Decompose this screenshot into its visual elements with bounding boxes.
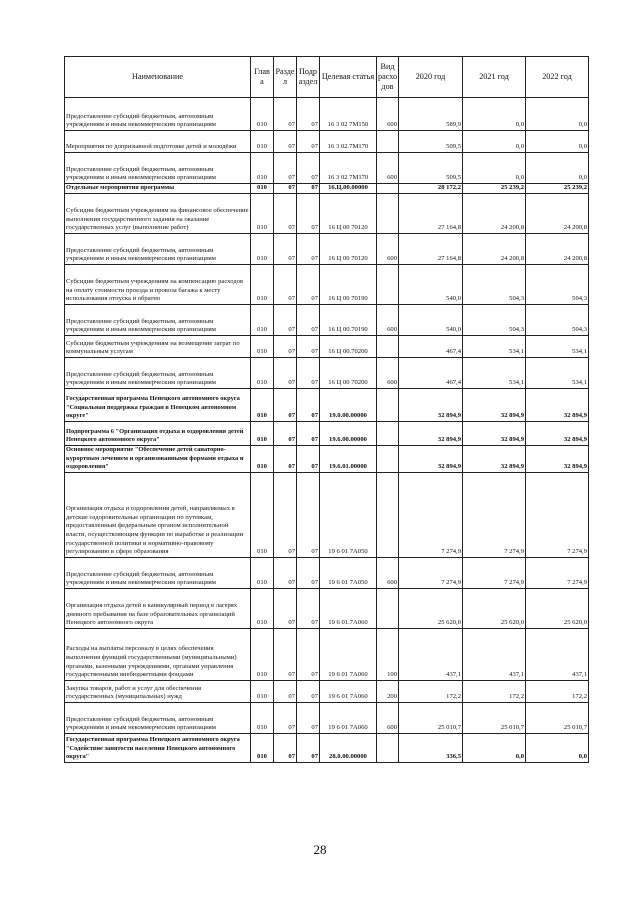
cell-razdel: 07 xyxy=(274,422,297,446)
cell-statya: 19 6 01 7А060 xyxy=(320,680,377,702)
cell-podrazdel: 07 xyxy=(297,557,320,588)
cell-2021: 25 010,7 xyxy=(463,702,526,733)
cell-podrazdel: 07 xyxy=(297,588,320,628)
table-row xyxy=(65,389,589,422)
cell-name: Предоставление субсидий бюджетным, автономным учреждениям и иным некоммерческим организациям xyxy=(65,557,251,588)
cell-name: Основное мероприятие "Обеспечение детей санаторно-курортным лечением и организованными формами отдыха и оздоровления" xyxy=(65,446,251,473)
table-row xyxy=(65,234,589,265)
cell-vid xyxy=(377,446,399,473)
cell-2022: 504,3 xyxy=(526,265,589,305)
table-row xyxy=(65,305,589,336)
cell-2021: 24 200,8 xyxy=(463,194,526,234)
cell-glava: 010 xyxy=(251,131,274,153)
cell-razdel: 07 xyxy=(274,557,297,588)
cell-name: Предоставление субсидий бюджетным, автономным учреждениям и иным некоммерческим организациям xyxy=(65,234,251,265)
cell-podrazdel: 07 xyxy=(297,265,320,305)
cell-statya: 19.6.00.00000 xyxy=(320,422,377,446)
cell-razdel: 07 xyxy=(274,153,297,184)
cell-2020: 7 274,9 xyxy=(399,557,463,588)
cell-vid xyxy=(377,194,399,234)
cell-razdel: 07 xyxy=(274,265,297,305)
cell-2020: 32 894,9 xyxy=(399,389,463,422)
cell-2020: 7 274,9 xyxy=(399,472,463,557)
cell-podrazdel: 07 xyxy=(297,358,320,389)
cell-2022: 25 620,0 xyxy=(526,588,589,628)
cell-name: Государственная программа Ненецкого автономного округа "Содействие занятости населения Ненецкого автономного округа" xyxy=(65,733,251,762)
cell-razdel: 07 xyxy=(274,733,297,762)
cell-2022: 534,1 xyxy=(526,336,589,358)
cell-2020: 540,0 xyxy=(399,265,463,305)
cell-razdel: 07 xyxy=(274,358,297,389)
cell-2022: 0,0 xyxy=(526,153,589,184)
cell-2022: 172,2 xyxy=(526,680,589,702)
table-row xyxy=(65,153,589,184)
cell-2022: 25 010,7 xyxy=(526,702,589,733)
cell-2021: 7 274,9 xyxy=(463,557,526,588)
cell-vid: 600 xyxy=(377,557,399,588)
cell-2020: 27 164,8 xyxy=(399,194,463,234)
cell-2021: 0,0 xyxy=(463,153,526,184)
cell-2020: 32 894,9 xyxy=(399,422,463,446)
cell-glava: 010 xyxy=(251,153,274,184)
cell-razdel: 07 xyxy=(274,588,297,628)
cell-2020: 589,9 xyxy=(399,98,463,131)
cell-statya: 16 Ц 00 70200 xyxy=(320,358,377,389)
cell-razdel: 07 xyxy=(274,472,297,557)
cell-2020: 32 894,9 xyxy=(399,446,463,473)
cell-2021: 437,1 xyxy=(463,628,526,680)
cell-vid xyxy=(377,184,399,194)
cell-vid xyxy=(377,472,399,557)
table-row xyxy=(65,422,589,446)
cell-name: Субсидии бюджетным учреждениям на финансовое обеспечение выполнения государственного задания на оказание государственных услуг (выполнение работ) xyxy=(65,194,251,234)
cell-glava: 010 xyxy=(251,389,274,422)
cell-2021: 32 894,9 xyxy=(463,422,526,446)
cell-razdel: 07 xyxy=(274,336,297,358)
cell-glava: 010 xyxy=(251,98,274,131)
cell-statya: 16 Ц 00 70120 xyxy=(320,234,377,265)
cell-2021: 32 894,9 xyxy=(463,446,526,473)
table-body xyxy=(65,98,589,763)
cell-2020: 509,5 xyxy=(399,153,463,184)
cell-2020: 509,5 xyxy=(399,131,463,153)
cell-glava: 010 xyxy=(251,588,274,628)
cell-glava: 010 xyxy=(251,680,274,702)
cell-2022: 24 200,8 xyxy=(526,234,589,265)
cell-podrazdel: 07 xyxy=(297,702,320,733)
cell-podrazdel: 07 xyxy=(297,628,320,680)
cell-2020: 28 172,2 xyxy=(399,184,463,194)
cell-statya: 19 6 01 7А060 xyxy=(320,628,377,680)
cell-2021: 504,3 xyxy=(463,265,526,305)
cell-2021: 25 620,0 xyxy=(463,588,526,628)
cell-statya: 19.6.01.00000 xyxy=(320,446,377,473)
cell-2020: 467,4 xyxy=(399,336,463,358)
cell-2021: 172,2 xyxy=(463,680,526,702)
table-row xyxy=(65,446,589,473)
cell-name: Субсидии бюджетным учреждениям на компенсацию расходов на оплату стоимости проезда и провоза багажа к месту использования отпуска и обратно xyxy=(65,265,251,305)
cell-2020: 27 164,8 xyxy=(399,234,463,265)
table-header-row xyxy=(65,57,589,98)
cell-statya: 16.Ц.00.00000 xyxy=(320,184,377,194)
cell-glava: 010 xyxy=(251,472,274,557)
cell-razdel: 07 xyxy=(274,702,297,733)
cell-razdel: 07 xyxy=(274,680,297,702)
cell-name: Организация отдыха и оздоровления детей, направляемых в детские оздоровительные организации по путевкам, предоставленным федеральным органом исполнительной власти, осуществляющим функции по выработке и реализации государственной политики и нормативно-правовому регулированию в сфере образования xyxy=(65,472,251,557)
cell-2022: 0,0 xyxy=(526,98,589,131)
cell-vid: 100 xyxy=(377,628,399,680)
table-row xyxy=(65,131,589,153)
cell-podrazdel: 07 xyxy=(297,446,320,473)
cell-vid xyxy=(377,733,399,762)
cell-name: Организация отдыха детей в каникулярный период в лагерях дневного пребывания на базе образовательных организаций Ненецкого автономного округа xyxy=(65,588,251,628)
cell-podrazdel: 07 xyxy=(297,131,320,153)
cell-name: Государственная программа Ненецкого автономного округа "Социальная поддержка граждан в Ненецком автономном округе" xyxy=(65,389,251,422)
cell-glava: 010 xyxy=(251,628,274,680)
cell-statya: 16 3 02 7М150 xyxy=(320,98,377,131)
cell-glava: 010 xyxy=(251,422,274,446)
cell-statya: 19 6 01 7А050 xyxy=(320,557,377,588)
cell-name: Предоставление субсидий бюджетным, автономным учреждениям и иным некоммерческим организациям xyxy=(65,305,251,336)
cell-glava: 010 xyxy=(251,184,274,194)
cell-2021: 32 894,9 xyxy=(463,389,526,422)
cell-2020: 540,0 xyxy=(399,305,463,336)
table-row xyxy=(65,358,589,389)
cell-statya: 16 Ц 00 70120 xyxy=(320,194,377,234)
cell-name: Предоставление субсидий бюджетным, автономным учреждениям и иным некоммерческим организациям xyxy=(65,153,251,184)
cell-podrazdel: 07 xyxy=(297,234,320,265)
table-row xyxy=(65,98,589,131)
budget-table xyxy=(64,56,589,763)
cell-2021: 534,1 xyxy=(463,336,526,358)
table-row xyxy=(65,472,589,557)
cell-glava: 010 xyxy=(251,305,274,336)
cell-statya: 16 3 02 7М170 xyxy=(320,153,377,184)
cell-2022: 534,1 xyxy=(526,358,589,389)
table-row xyxy=(65,194,589,234)
cell-glava: 010 xyxy=(251,234,274,265)
cell-name: Закупка товаров, работ и услуг для обеспечения государственных (муниципальных) нужд xyxy=(65,680,251,702)
cell-2021: 7 274,9 xyxy=(463,472,526,557)
cell-razdel: 07 xyxy=(274,446,297,473)
cell-2022: 504,3 xyxy=(526,305,589,336)
col-header-2020: 2020 год xyxy=(399,57,463,98)
cell-vid: 600 xyxy=(377,305,399,336)
table-row xyxy=(65,184,589,194)
cell-podrazdel: 07 xyxy=(297,98,320,131)
cell-2021: 0,0 xyxy=(463,733,526,762)
cell-name: Расходы на выплаты персоналу в целях обеспечения выполнения функций государственными (муниципальными) органами, казенными учреждениями, органами управления государственными внебюджетными фондами xyxy=(65,628,251,680)
cell-vid: 600 xyxy=(377,702,399,733)
table-row xyxy=(65,680,589,702)
cell-2021: 24 200,8 xyxy=(463,234,526,265)
cell-2022: 437,1 xyxy=(526,628,589,680)
table-row xyxy=(65,733,589,762)
cell-podrazdel: 07 xyxy=(297,680,320,702)
cell-name: Отдельные мероприятия программы xyxy=(65,184,251,194)
cell-glava: 010 xyxy=(251,702,274,733)
table-row xyxy=(65,588,589,628)
cell-name: Предоставление субсидий бюджетным, автономным учреждениям и иным некоммерческим организациям xyxy=(65,98,251,131)
cell-2021: 0,0 xyxy=(463,98,526,131)
col-header-glava: Глав а xyxy=(251,57,274,98)
cell-razdel: 07 xyxy=(274,98,297,131)
cell-statya: 19 6 01 7А050 xyxy=(320,472,377,557)
cell-2020: 172,2 xyxy=(399,680,463,702)
cell-vid: 600 xyxy=(377,98,399,131)
cell-vid xyxy=(377,389,399,422)
cell-glava: 010 xyxy=(251,446,274,473)
cell-name: Предоставление субсидий бюджетным, автономным учреждениям и иным некоммерческим организациям xyxy=(65,358,251,389)
cell-2022: 32 894,9 xyxy=(526,389,589,422)
cell-glava: 010 xyxy=(251,733,274,762)
cell-vid: 200 xyxy=(377,680,399,702)
cell-2022: 0,0 xyxy=(526,733,589,762)
cell-2021: 0,0 xyxy=(463,131,526,153)
cell-name: Субсидии бюджетным учреждениям на возмещение затрат по коммунальным услугам xyxy=(65,336,251,358)
cell-vid xyxy=(377,588,399,628)
table-row xyxy=(65,265,589,305)
cell-vid xyxy=(377,131,399,153)
cell-statya: 16 Ц 00.70200 xyxy=(320,336,377,358)
col-header-podrazdel: Подр аздел xyxy=(297,57,320,98)
cell-podrazdel: 07 xyxy=(297,153,320,184)
cell-name: Мероприятия по допризывной подготовке детей и молодёжи xyxy=(65,131,251,153)
cell-glava: 010 xyxy=(251,194,274,234)
cell-2021: 504,3 xyxy=(463,305,526,336)
cell-2020: 467,4 xyxy=(399,358,463,389)
cell-podrazdel: 07 xyxy=(297,389,320,422)
cell-razdel: 07 xyxy=(274,194,297,234)
cell-2022: 24 200,8 xyxy=(526,194,589,234)
cell-razdel: 07 xyxy=(274,389,297,422)
cell-name: Предоставление субсидий бюджетным, автономным учреждениям и иным некоммерческим организациям xyxy=(65,702,251,733)
table-row xyxy=(65,628,589,680)
cell-podrazdel: 07 xyxy=(297,472,320,557)
cell-name: Подпрограмма 6 "Организация отдыха и оздоровления детей Ненецкого автономного округа" xyxy=(65,422,251,446)
cell-vid: 600 xyxy=(377,153,399,184)
cell-razdel: 07 xyxy=(274,305,297,336)
cell-statya: 16 Ц 00.70190 xyxy=(320,305,377,336)
cell-2022: 0,0 xyxy=(526,131,589,153)
cell-razdel: 07 xyxy=(274,131,297,153)
col-header-vid: Вид расхо дов xyxy=(377,57,399,98)
cell-podrazdel: 07 xyxy=(297,422,320,446)
cell-2020: 437,1 xyxy=(399,628,463,680)
cell-statya: 19 6 01.7А060 xyxy=(320,588,377,628)
cell-razdel: 07 xyxy=(274,628,297,680)
cell-statya: 19.0.00.00000 xyxy=(320,389,377,422)
table-row xyxy=(65,702,589,733)
cell-2022: 32 894,9 xyxy=(526,422,589,446)
cell-glava: 010 xyxy=(251,358,274,389)
cell-razdel: 07 xyxy=(274,234,297,265)
cell-podrazdel: 07 xyxy=(297,305,320,336)
cell-2022: 7 274,9 xyxy=(526,557,589,588)
cell-statya: 19 6 01 7А060 xyxy=(320,702,377,733)
cell-statya: 16 Ц 00 70190 xyxy=(320,265,377,305)
table-row xyxy=(65,336,589,358)
cell-2020: 25 620,0 xyxy=(399,588,463,628)
cell-podrazdel: 07 xyxy=(297,194,320,234)
cell-vid xyxy=(377,265,399,305)
cell-podrazdel: 07 xyxy=(297,336,320,358)
col-header-2021: 2021 год xyxy=(463,57,526,98)
cell-2022: 32 894,9 xyxy=(526,446,589,473)
col-header-statya: Целевая статья xyxy=(320,57,377,98)
cell-2021: 534,1 xyxy=(463,358,526,389)
cell-razdel: 07 xyxy=(274,184,297,194)
cell-podrazdel: 07 xyxy=(297,184,320,194)
col-header-name: Наименование xyxy=(65,57,251,98)
col-header-razdel: Разде л xyxy=(274,57,297,98)
table-row xyxy=(65,557,589,588)
cell-glava: 010 xyxy=(251,557,274,588)
cell-2020: 336,5 xyxy=(399,733,463,762)
col-header-2022: 2022 год xyxy=(526,57,589,98)
cell-2020: 25 010,7 xyxy=(399,702,463,733)
cell-statya: 16 3 02.7М170 xyxy=(320,131,377,153)
cell-vid xyxy=(377,422,399,446)
cell-vid: 600 xyxy=(377,358,399,389)
cell-2021: 25 239,2 xyxy=(463,184,526,194)
cell-2022: 7 274,9 xyxy=(526,472,589,557)
cell-podrazdel: 07 xyxy=(297,733,320,762)
cell-vid: 600 xyxy=(377,234,399,265)
page-number: 28 xyxy=(313,842,327,857)
cell-glava: 010 xyxy=(251,265,274,305)
cell-vid xyxy=(377,336,399,358)
cell-statya: 28.0.00.00000 xyxy=(320,733,377,762)
cell-2022: 25 239,2 xyxy=(526,184,589,194)
cell-glava: 010 xyxy=(251,336,274,358)
